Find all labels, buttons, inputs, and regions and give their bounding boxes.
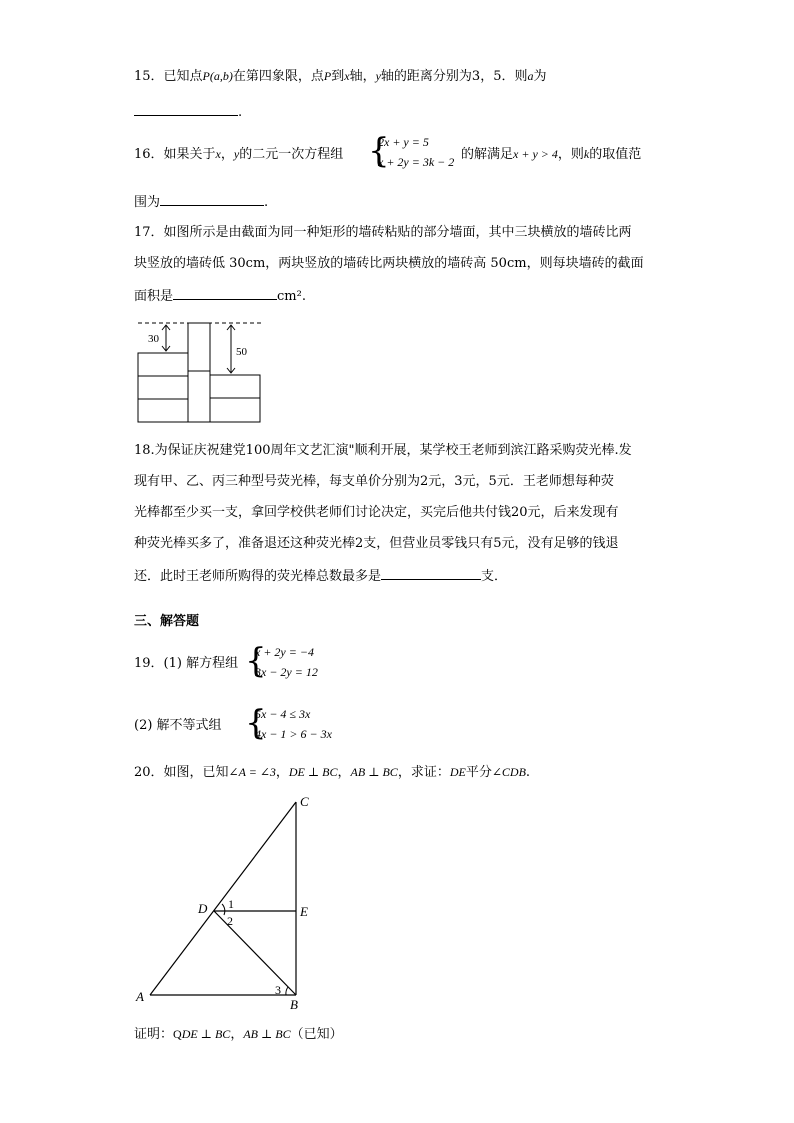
q16-text: 围为 bbox=[134, 195, 161, 210]
q19-brace: { bbox=[245, 641, 267, 681]
q15-text: 为 bbox=[533, 69, 547, 84]
q16-text: ， bbox=[220, 147, 234, 162]
q16-answer-blank[interactable] bbox=[160, 193, 264, 206]
proof-reason: （已知） bbox=[290, 1027, 343, 1042]
q16-text: 16．如果关于 bbox=[134, 147, 216, 162]
q15-var-p: P bbox=[323, 69, 332, 83]
label-50: 50 bbox=[236, 346, 247, 358]
q15-text: 在第四象限，点 bbox=[232, 69, 324, 84]
angle-3-arc bbox=[286, 987, 288, 995]
label-B: B bbox=[290, 997, 298, 1012]
label-E: E bbox=[300, 904, 308, 919]
q20-geometry-figure bbox=[130, 790, 330, 1015]
q17-unit: cm². bbox=[277, 289, 306, 304]
brick-horizontal-2 bbox=[138, 376, 188, 399]
q18-line1: 18.为保证庆祝建党100周年文艺汇演"顺利开展，某学校王老师到滨江路采购荧光棒.发 bbox=[134, 443, 632, 458]
proof-stmt1: DE ⊥ BC bbox=[181, 1027, 231, 1041]
label-30: 30 bbox=[148, 333, 159, 345]
q17-wall-figure bbox=[130, 315, 270, 425]
q16-var-x: x bbox=[215, 147, 221, 161]
q15-point: P(a,b) bbox=[202, 69, 233, 83]
q20-cond2: DE ⊥ BC bbox=[288, 765, 338, 779]
q20-text: ， bbox=[337, 765, 351, 780]
q15-var-y: y bbox=[375, 69, 381, 83]
q20-cond1: ∠A = ∠3 bbox=[228, 765, 276, 779]
q16-text: ，则 bbox=[557, 147, 584, 162]
q20-goal-de: DE bbox=[449, 765, 466, 779]
label-A: A bbox=[136, 989, 144, 1004]
q19-eq2: 3x − 2y = 12 bbox=[255, 665, 318, 679]
proof-text: ， bbox=[230, 1027, 244, 1042]
segment-AC bbox=[150, 802, 296, 995]
q17-line2: 块竖放的墙砖低 30cm，两块竖放的墙砖比两块横放的墙砖高 50cm，则每块墙砖的截面 bbox=[134, 256, 644, 271]
label-angle-1: 1 bbox=[228, 897, 234, 911]
q15-line2 bbox=[134, 103, 242, 121]
q18-text: 还．此时王老师所购得的荧光棒总数最多是 bbox=[134, 569, 382, 584]
q19-equation-system bbox=[245, 643, 335, 683]
q20-text: 20．如图，已知 bbox=[134, 765, 229, 780]
q19-ineq2: 4x − 1 > 6 − 3x bbox=[255, 727, 332, 741]
brick-vertical-1 bbox=[188, 323, 210, 371]
proof-line bbox=[134, 1026, 343, 1043]
brick-vertical-2 bbox=[188, 371, 210, 422]
q15-var-x: x bbox=[344, 69, 350, 83]
q18-line5 bbox=[134, 567, 507, 585]
proof-stmt2: AB ⊥ BC bbox=[243, 1027, 291, 1041]
q19-inequality-system bbox=[245, 705, 345, 745]
q16-text: 的二元一次方程组 bbox=[239, 147, 344, 162]
proof-label: 证明： bbox=[134, 1027, 174, 1042]
q19-brace-2: { bbox=[245, 703, 267, 743]
label-angle-2: 2 bbox=[227, 914, 233, 928]
q16-brace: { bbox=[368, 131, 390, 171]
because-symbol: Q bbox=[173, 1027, 182, 1041]
q20-text: ， bbox=[275, 765, 289, 780]
q19-part2: (2) 解不等式组 bbox=[134, 718, 222, 733]
q20-text: ，求证： bbox=[397, 765, 450, 780]
q16-condition: x + y > 4 bbox=[513, 147, 558, 161]
q17-line1: 17．如图所示是由截面为同一种矩形的墙砖粘贴的部分墙面，其中三块横放的墙砖比两 bbox=[134, 225, 632, 240]
angle-1-arc bbox=[222, 904, 225, 915]
label-C: C bbox=[300, 794, 309, 809]
q15-text: 轴的距离分别为3，5．则 bbox=[380, 69, 528, 84]
q16-line1 bbox=[134, 146, 343, 163]
q15-answer-blank[interactable] bbox=[134, 103, 238, 116]
q16-line2 bbox=[134, 193, 268, 211]
q20-line1 bbox=[134, 764, 530, 781]
q20-text: 平分 bbox=[465, 765, 492, 780]
q17-answer-blank[interactable] bbox=[173, 287, 277, 300]
brick-horizontal-3 bbox=[138, 399, 188, 422]
q16-equation-system bbox=[368, 133, 468, 173]
q20-cond3: AB ⊥ BC bbox=[350, 765, 398, 779]
brick-horizontal-5 bbox=[210, 398, 260, 422]
q17-text: 面积是 bbox=[134, 289, 174, 304]
section-heading: 三、解答题 bbox=[134, 614, 200, 629]
q20-goal-angle: ∠CDB bbox=[491, 765, 526, 779]
q15-end: . bbox=[238, 105, 243, 120]
brick-horizontal-4 bbox=[210, 375, 260, 398]
label-D: D bbox=[198, 901, 208, 916]
q15-line1 bbox=[134, 68, 546, 85]
q16-text: 的解满足 bbox=[461, 147, 514, 162]
q18-answer-blank[interactable] bbox=[381, 567, 481, 580]
q15-text: 轴， bbox=[349, 69, 376, 84]
q17-line3 bbox=[134, 287, 306, 305]
label-angle-3: 3 bbox=[275, 983, 281, 997]
q19-part1: 19．(1) 解方程组 bbox=[134, 656, 239, 671]
q18-text: 支． bbox=[481, 569, 508, 584]
q15-var-a: a bbox=[527, 69, 534, 83]
q18-line2: 现有甲、乙、丙三种型号荧光棒，每支单价分别为2元，3元，5元．王老师想每种荧 bbox=[134, 474, 614, 489]
q15-text: 15．已知点 bbox=[134, 69, 203, 84]
q18-line3: 光棒都至少买一支，拿回学校供老师们讨论决定，买完后他共付钱20元，后来发现有 bbox=[134, 505, 619, 520]
q19-eq1: x + 2y = −4 bbox=[255, 645, 314, 659]
q18-line4: 种荧光棒买多了，准备退还这种荧光棒2支，但营业员零钱只有5元，没有足够的钱退 bbox=[134, 536, 619, 551]
q16-line1-tail bbox=[461, 146, 641, 163]
q16-eq2: x + 2y = 3k − 2 bbox=[378, 155, 455, 169]
q15-text: 到 bbox=[331, 69, 345, 84]
q16-eq1: 2x + y = 5 bbox=[378, 135, 429, 149]
q16-var-k: k bbox=[583, 147, 590, 161]
q16-text: 的取值范 bbox=[589, 147, 642, 162]
q20-text: . bbox=[525, 765, 531, 780]
q16-end: . bbox=[264, 195, 269, 210]
q19-ineq1: 5x − 4 ≤ 3x bbox=[255, 707, 311, 721]
brick-horizontal-1 bbox=[138, 353, 188, 376]
q16-var-y: y bbox=[233, 147, 240, 161]
